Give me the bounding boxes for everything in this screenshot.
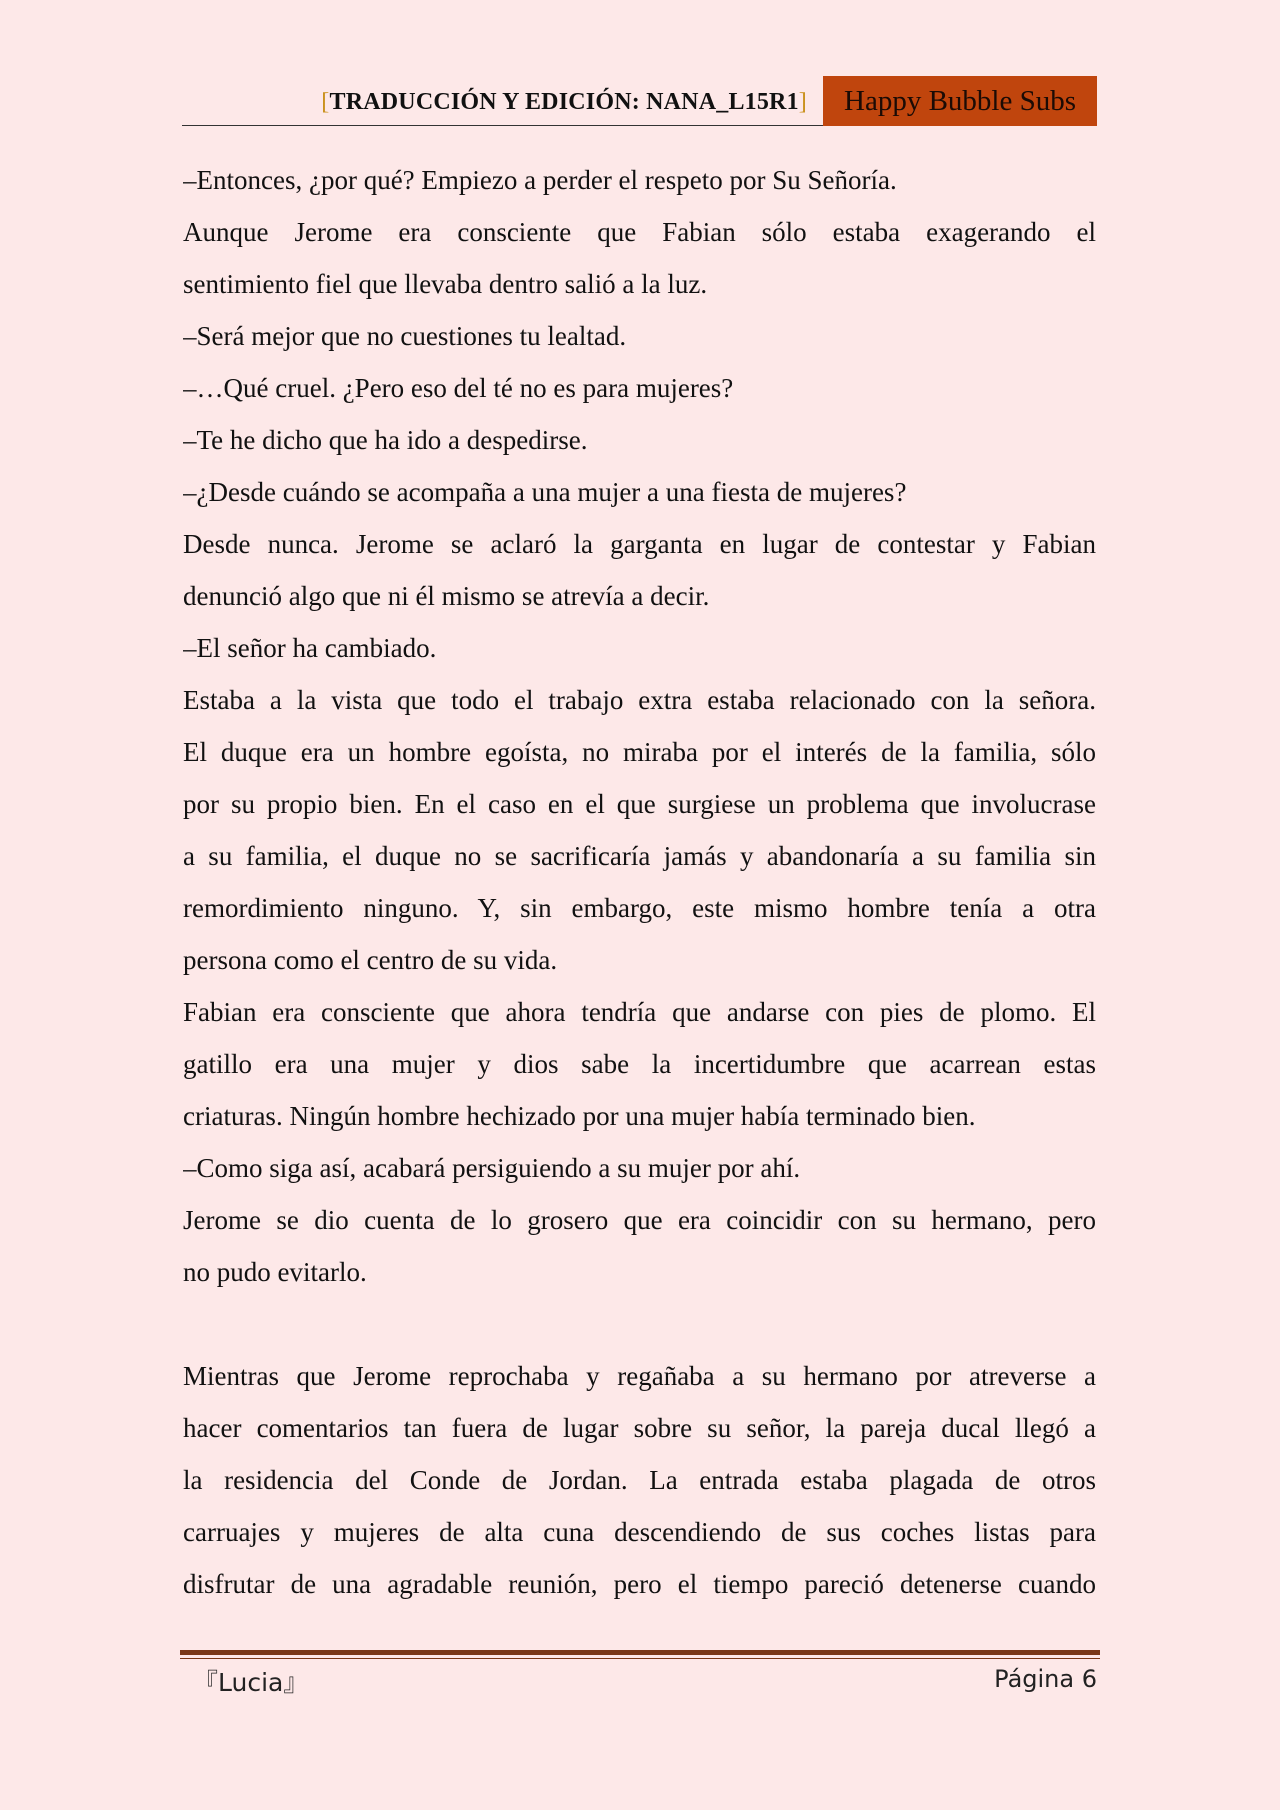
body-line: persona como el centro de su vida. [183, 945, 558, 975]
header-underline [182, 125, 823, 126]
body-line: hacer comentarios tan fuera de lugar sobre su señor, la pareja ducal llegó a [183, 1413, 1096, 1443]
body-line: disfrutar de una agradable reunión, pero el tiempo pareció detenerse cuando [183, 1569, 1096, 1599]
body-line: denunció algo que ni él mismo se atrevía a decir. [183, 581, 710, 611]
body-line: –El señor ha cambiado. [183, 633, 437, 663]
page-header [182, 76, 1097, 126]
body-line: gatillo era una mujer y dios sabe la incertidumbre que acarrean estas [183, 1049, 1096, 1079]
footer-rule-thin [180, 1658, 1100, 1659]
body-line: a su familia, el duque no se sacrificaría jamás y abandonaría a su familia sin [183, 841, 1096, 871]
credit-text: TRADUCCIÓN Y EDICIÓN: NANA_L15R1 [329, 89, 799, 115]
body-line: remordimiento ninguno. Y, sin embargo, este mismo hombre tenía a otra [183, 893, 1096, 923]
body-line: El duque era un hombre egoísta, no miraba por el interés de la familia, sólo [183, 737, 1096, 767]
credit-bracket-open: [ [321, 89, 330, 115]
body-line: Desde nunca. Jerome se aclaró la garganta en lugar de contestar y Fabian [183, 529, 1096, 559]
body-line: por su propio bien. En el caso en el que surgiese un problema que involucrase [183, 789, 1096, 819]
body-line: –¿Desde cuándo se acompaña a una mujer a una fiesta de mujeres? [183, 477, 907, 507]
footer-rule-thick [180, 1650, 1100, 1655]
body-line: sentimiento fiel que llevaba dentro salió a la luz. [183, 269, 708, 299]
body-line: –Será mejor que no cuestiones tu lealtad. [183, 321, 627, 351]
body-line: carruajes y mujeres de alta cuna descendiendo de sus coches listas para [183, 1517, 1096, 1547]
body-line: la residencia del Conde de Jordan. La entrada estaba plagada de otros [183, 1465, 1096, 1495]
body-line: –…Qué cruel. ¿Pero eso del té no es para mujeres? [183, 373, 734, 403]
body-line: no pudo evitarlo. [183, 1257, 367, 1287]
body-line: Mientras que Jerome reprochaba y regañaba a su hermano por atreverse a [183, 1361, 1096, 1391]
body-line: Estaba a la vista que todo el trabajo extra estaba relacionado con la señora. [183, 685, 1096, 715]
body-line: –Como siga así, acabará persiguiendo a su mujer por ahí. [183, 1153, 801, 1183]
page-body [183, 154, 1096, 1610]
body-line: –Te he dicho que ha ido a despedirse. [183, 425, 588, 455]
group-badge: Happy Bubble Subs [823, 76, 1097, 126]
body-line: Jerome se dio cuenta de lo grosero que era coincidir con su hermano, pero [183, 1205, 1096, 1235]
credit-bracket-close: ] [798, 89, 807, 115]
paragraph-gap [183, 1298, 1096, 1350]
footer-rule [180, 1650, 1100, 1659]
body-line: criaturas. Ningún hombre hechizado por una mujer había terminado bien. [183, 1101, 976, 1131]
footer-book-title: 『Lucia』 [193, 1668, 309, 1697]
body-line: Fabian era consciente que ahora tendría que andarse con pies de plomo. El [183, 997, 1096, 1027]
translation-credit [321, 89, 807, 116]
body-line: –Entonces, ¿por qué? Empiezo a perder el respeto por Su Señoría. [183, 165, 897, 195]
footer-page-number: Página 6 [994, 1665, 1097, 1693]
body-line: Aunque Jerome era consciente que Fabian sólo estaba exagerando el [183, 217, 1096, 247]
